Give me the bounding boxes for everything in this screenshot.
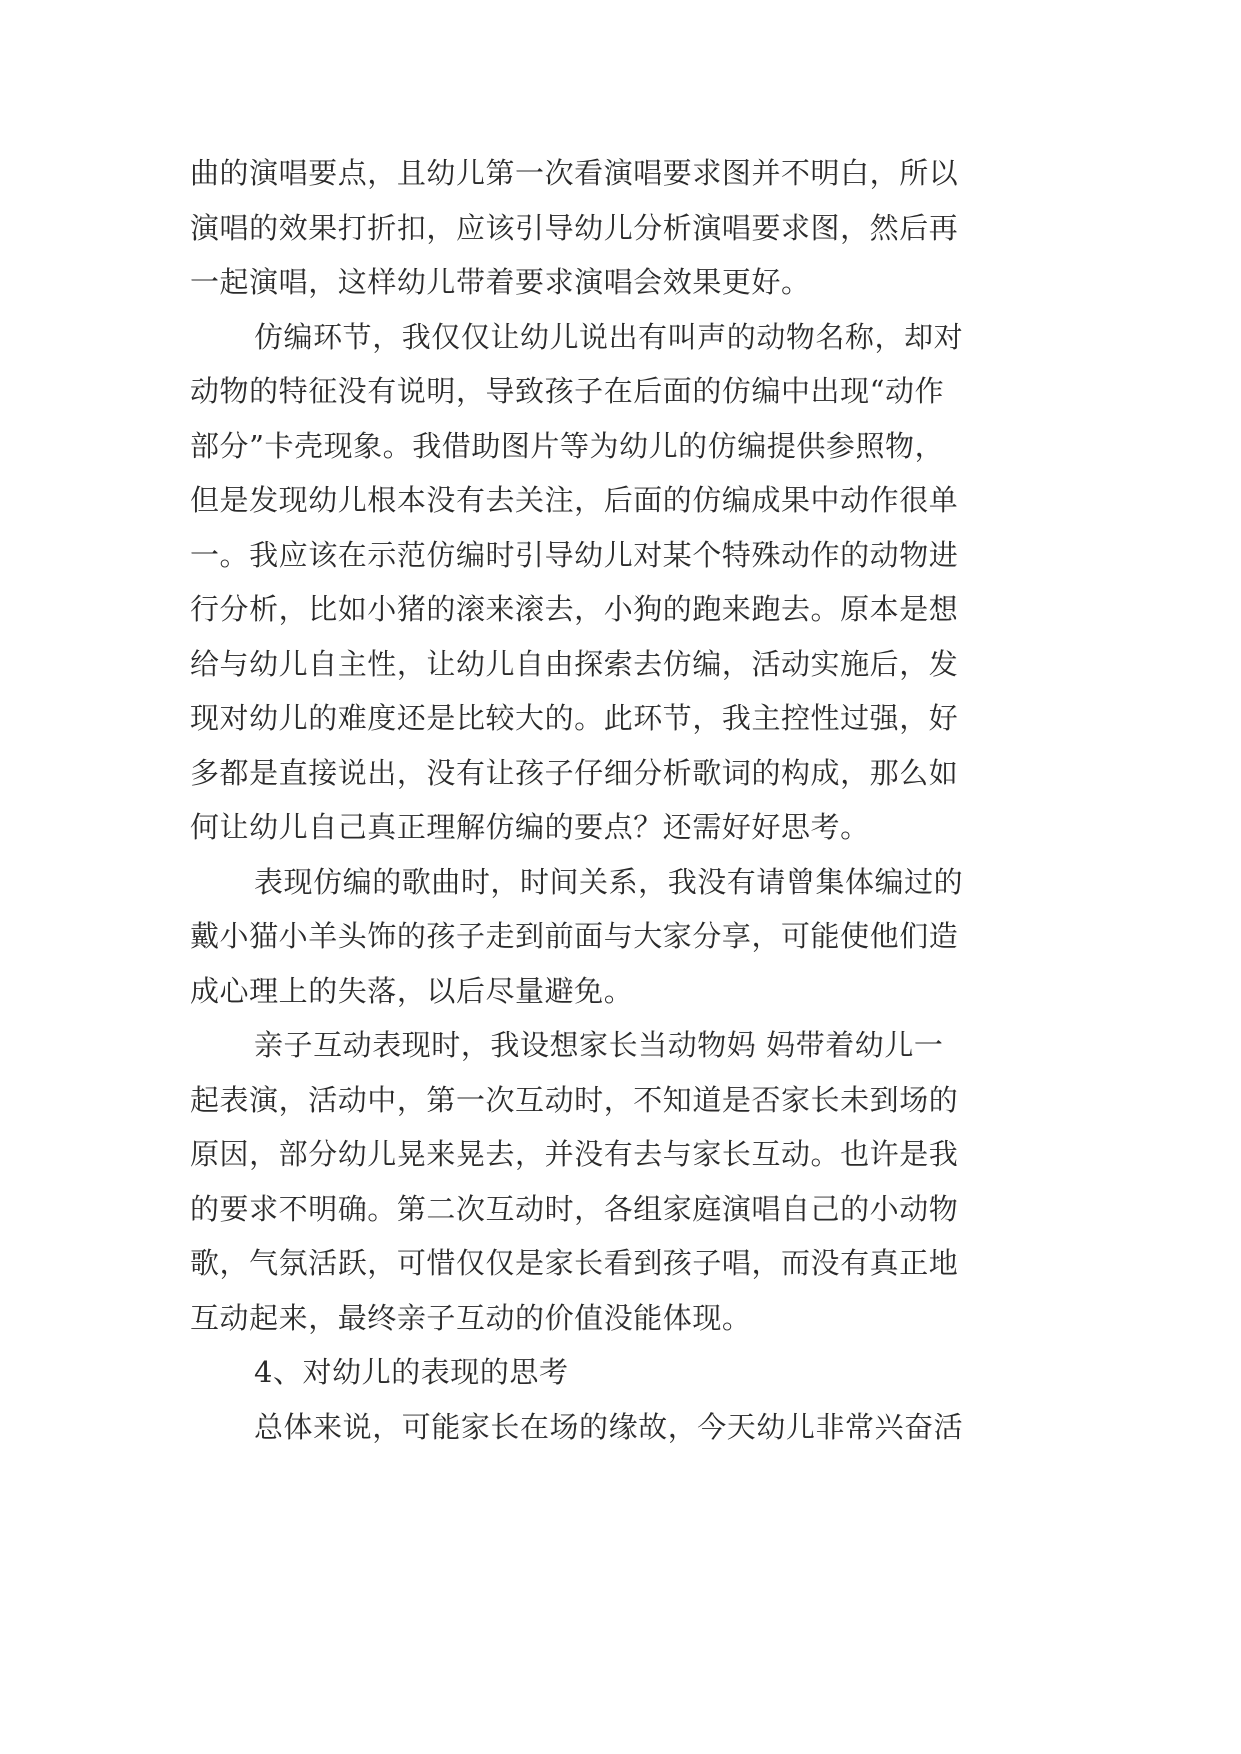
- text-line: 演唱的效果打折扣，应该引导幼儿分析演唱要求图，然后再: [190, 210, 959, 245]
- text-line: 现对幼儿的难度还是比较大的。此环节，我主控性过强，好: [190, 701, 959, 735]
- text-line: 仿编环节，我仅仅让幼儿说出有叫声的动物名称，却对: [254, 319, 964, 354]
- text-line: 原因，部分幼儿晃来晃去，并没有去与家长互动。也许是我: [190, 1137, 959, 1171]
- text-line: 多都是直接说出，没有让孩子仔细分析歌词的构成，那么如: [190, 755, 959, 790]
- text-line: 行分析，比如小猪的滚来滚去，小狗的跑来跑去。原本是想: [190, 592, 959, 626]
- text-line: 互动起来，最终亲子互动的价值没能体现。: [190, 1300, 752, 1335]
- text-line: 4、对幼儿的表现的思考: [254, 1355, 569, 1389]
- text-line: 总体来说，可能家长在场的缘故，今天幼儿非常兴奋活: [254, 1409, 964, 1444]
- text-line: 给与幼儿自主性，让幼儿自由探索去仿编，活动实施后，发: [190, 646, 959, 681]
- text-line: 动物的特征没有说明，导致孩子在后面的仿编中出现“动作: [190, 374, 945, 408]
- text-line: 亲子互动表现时，我设想家长当动物妈 妈带着幼儿一: [254, 1028, 944, 1062]
- text-line: 成心理上的失落，以后尽量避免。: [190, 973, 634, 1008]
- text-line: 表现仿编的歌曲时，时间关系，我没有请曾集体编过的: [254, 864, 964, 899]
- text-line: 戴小猫小羊头饰的孩子走到前面与大家分享，可能使他们造: [190, 919, 959, 953]
- text-line: 的要求不明确。第二次互动时，各组家庭演唱自己的小动物: [190, 1191, 959, 1226]
- text-line: 歌，气氛活跃，可惜仅仅是家长看到孩子唱，而没有真正地: [190, 1246, 959, 1280]
- text-line: 曲的演唱要点，且幼儿第一次看演唱要求图并不明白，所以: [190, 156, 959, 190]
- text-line: 一起演唱，这样幼儿带着要求演唱会效果更好。: [190, 265, 811, 299]
- text-line: 何让幼儿自己真正理解仿编的要点？还需好好思考。: [190, 810, 870, 844]
- text-line: 但是发现幼儿根本没有去关注，后面的仿编成果中动作很单: [190, 483, 959, 517]
- text-line: 起表演，活动中，第一次互动时，不知道是否家长未到场的: [190, 1082, 959, 1117]
- text-line: 部分”卡壳现象。我借助图片等为幼儿的仿编提供参照物，: [190, 428, 945, 463]
- text-line: 一。我应该在示范仿编时引导幼儿对某个特殊动作的动物进: [190, 537, 959, 572]
- document-body: [190, 146, 1052, 1454]
